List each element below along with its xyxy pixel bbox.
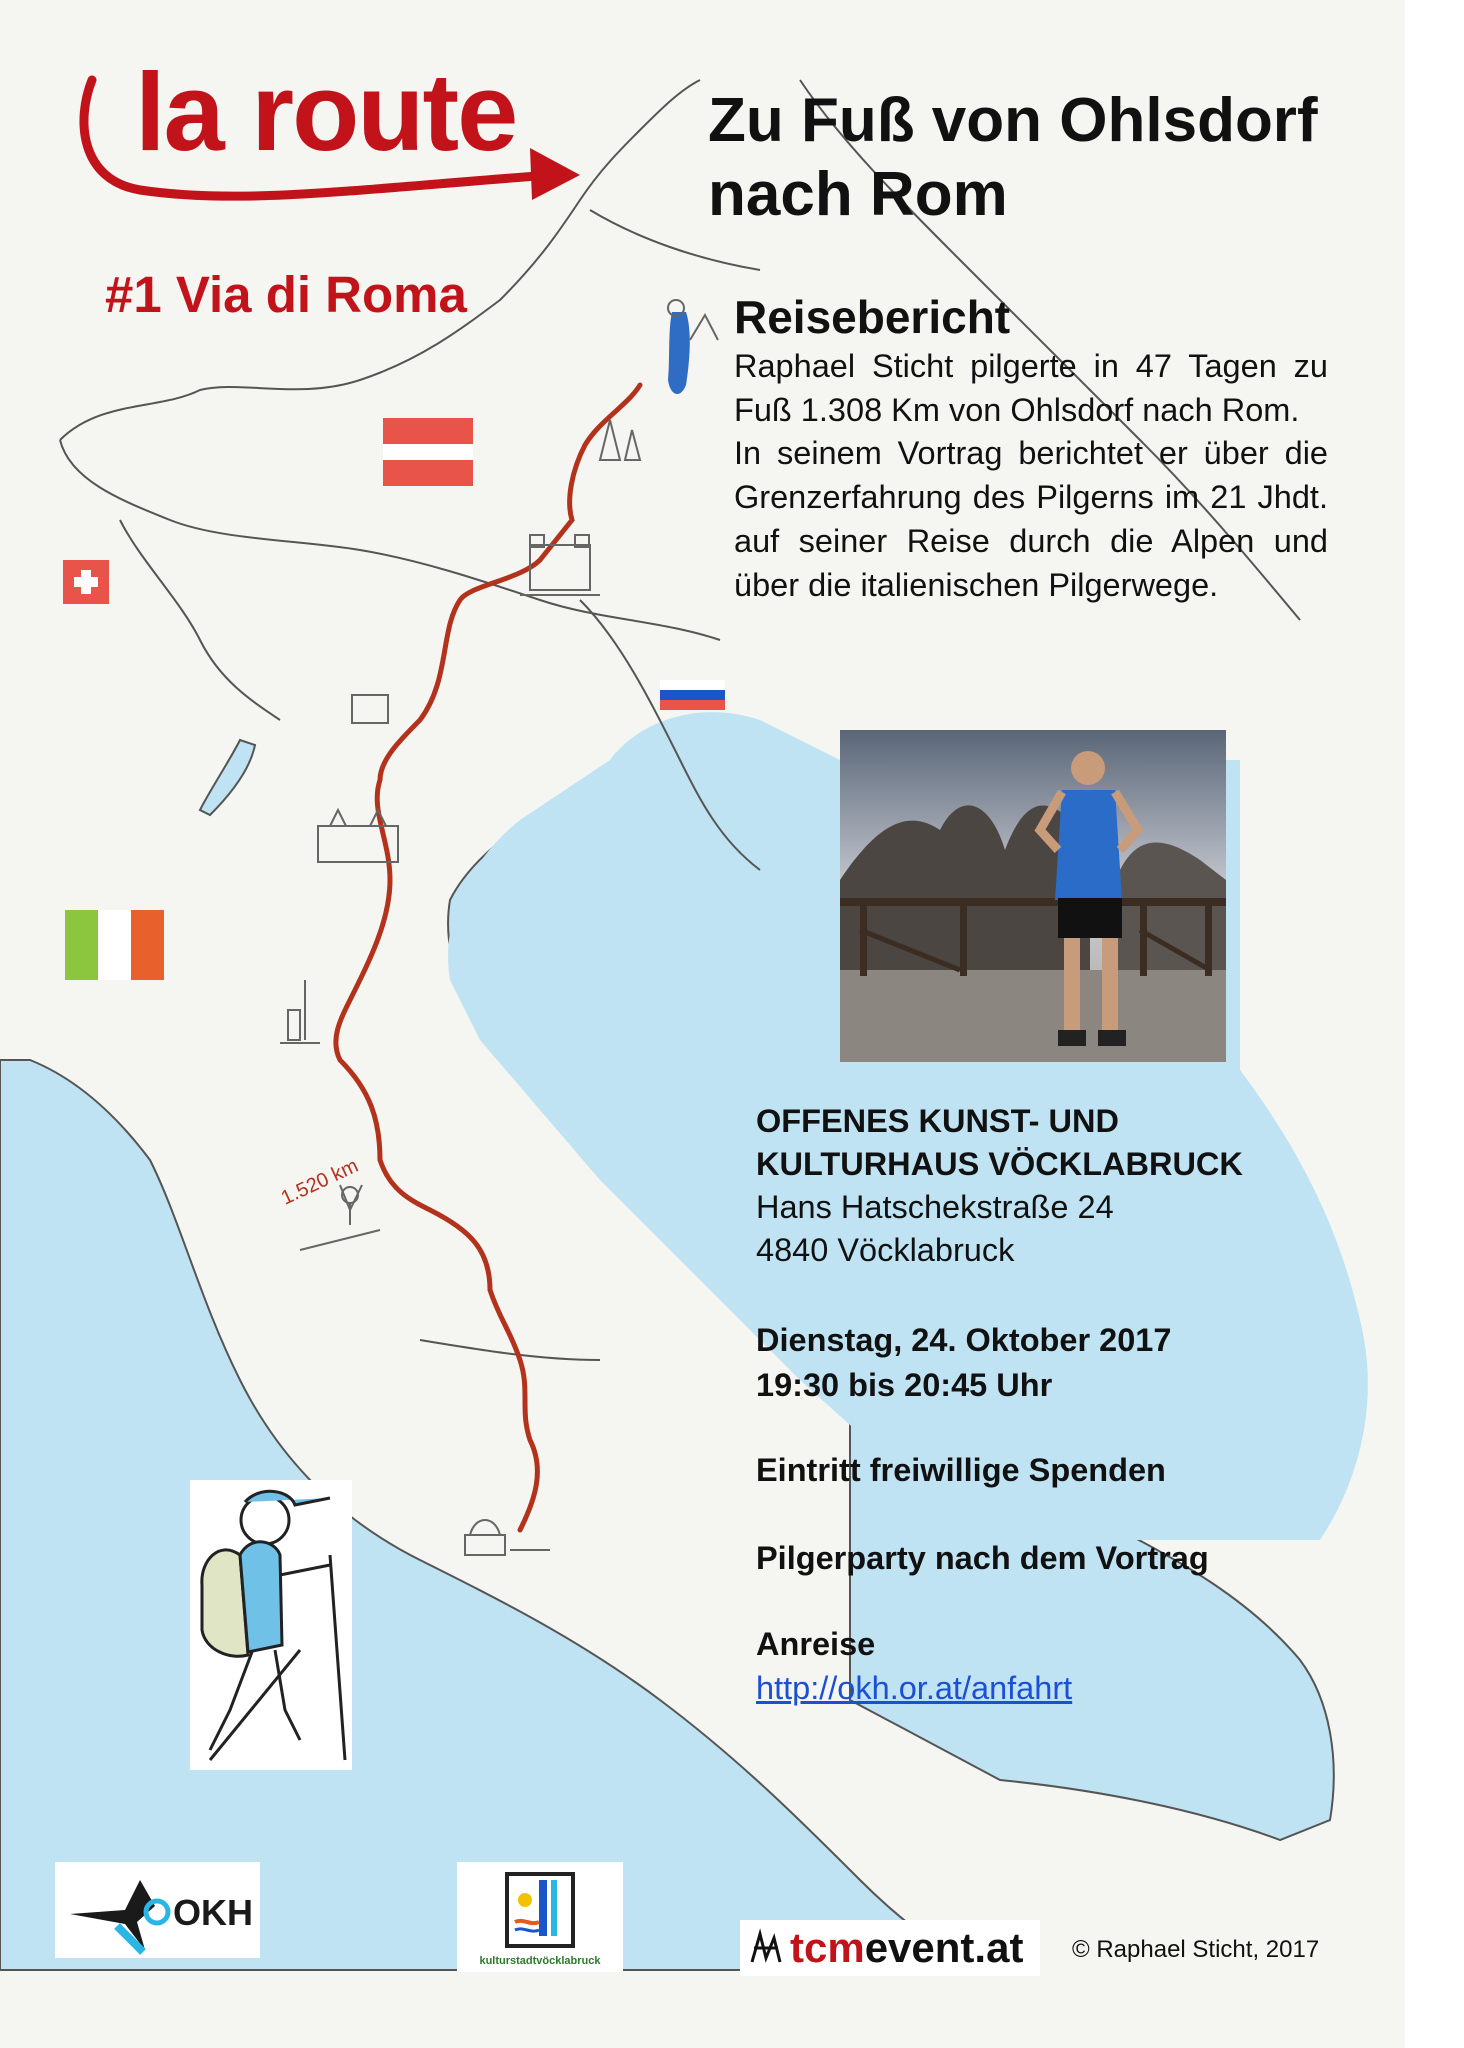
report-body (734, 345, 1328, 607)
event-text: event.at (864, 1924, 1024, 1971)
distance-label: 1.520 km (277, 1154, 362, 1210)
tcm-text: tcm (790, 1924, 865, 1971)
gate-sketch-icon (352, 695, 388, 723)
italy-flag-icon (65, 910, 164, 980)
directions-label: Anreise (756, 1626, 876, 1662)
tower-sketch-icon (280, 980, 320, 1043)
copyright-notice: © Raphael Sticht, 2017 (1072, 1936, 1320, 1963)
swiss-flag-icon (63, 560, 109, 604)
tcmevent-logo-text (790, 1924, 1023, 1972)
speaker-photo (840, 730, 1226, 1062)
event-date: Dienstag, 24. Oktober 2017 (756, 1322, 1172, 1358)
kulturstadt-logo-text: kulturstadtvöcklabruck (479, 1955, 601, 1967)
title-line-2: nach Rom (708, 160, 1008, 229)
tcm-symbol-icon (746, 1928, 786, 1968)
venue-street: Hans Hatschekstraße 24 (756, 1189, 1114, 1225)
mountain-hiker-sketch-icon (668, 300, 718, 394)
poster-subtitle: #1 Via di Roma (105, 266, 467, 323)
poster-title (708, 84, 1348, 232)
kulturstadt-logo (457, 1862, 623, 1972)
title-line-1: Zu Fuß von Ohlsdorf (708, 86, 1318, 155)
report-paragraph-2: In seinem Vortrag berichtet er über die Grenzerfahrung des Pilgerns im 21 Jhdt. auf seiner Reise durch die Alpen und über die italienischen Pilgerwege. (734, 435, 1328, 603)
admission-text: Eintritt freiwillige Spenden (756, 1452, 1166, 1488)
hiker-sketch-icon (190, 1480, 352, 1770)
report-paragraph-1: Raphael Sticht pilgerte in 47 Tagen zu Fuß 1.308 Km von Ohlsdorf nach Rom. (734, 348, 1328, 428)
okh-logo (55, 1862, 260, 1958)
venue-name-line-1: OFFENES KUNST- UND (756, 1103, 1119, 1139)
party-text: Pilgerparty nach dem Vortrag (756, 1540, 1209, 1576)
report-heading: Reisebericht (734, 291, 1011, 343)
venue-city: 4840 Vöcklabruck (756, 1232, 1015, 1268)
speaker-photo-image (840, 730, 1226, 1062)
tcmevent-logo (740, 1920, 1040, 1976)
brand-text: la route (135, 51, 517, 174)
rome-sketch-icon (465, 1520, 550, 1555)
event-time: 19:30 bis 20:45 Uhr (756, 1367, 1053, 1403)
border-south (420, 1340, 600, 1360)
slovenia-flag-icon (660, 680, 725, 710)
venue-name-line-2: KULTURHAUS VÖCKLABRUCK (756, 1146, 1243, 1182)
austria-flag-icon (383, 418, 473, 486)
venue-name (756, 1100, 1243, 1272)
border-swiss (120, 520, 280, 720)
lake (200, 740, 255, 815)
okh-logo-text: OKH (173, 1892, 253, 1933)
hiker-sketch (190, 1480, 352, 1770)
directions-link[interactable]: http://okh.or.at/anfahrt (756, 1670, 1073, 1706)
event-datetime (756, 1318, 1171, 1408)
church-sketch-icon (600, 420, 640, 460)
